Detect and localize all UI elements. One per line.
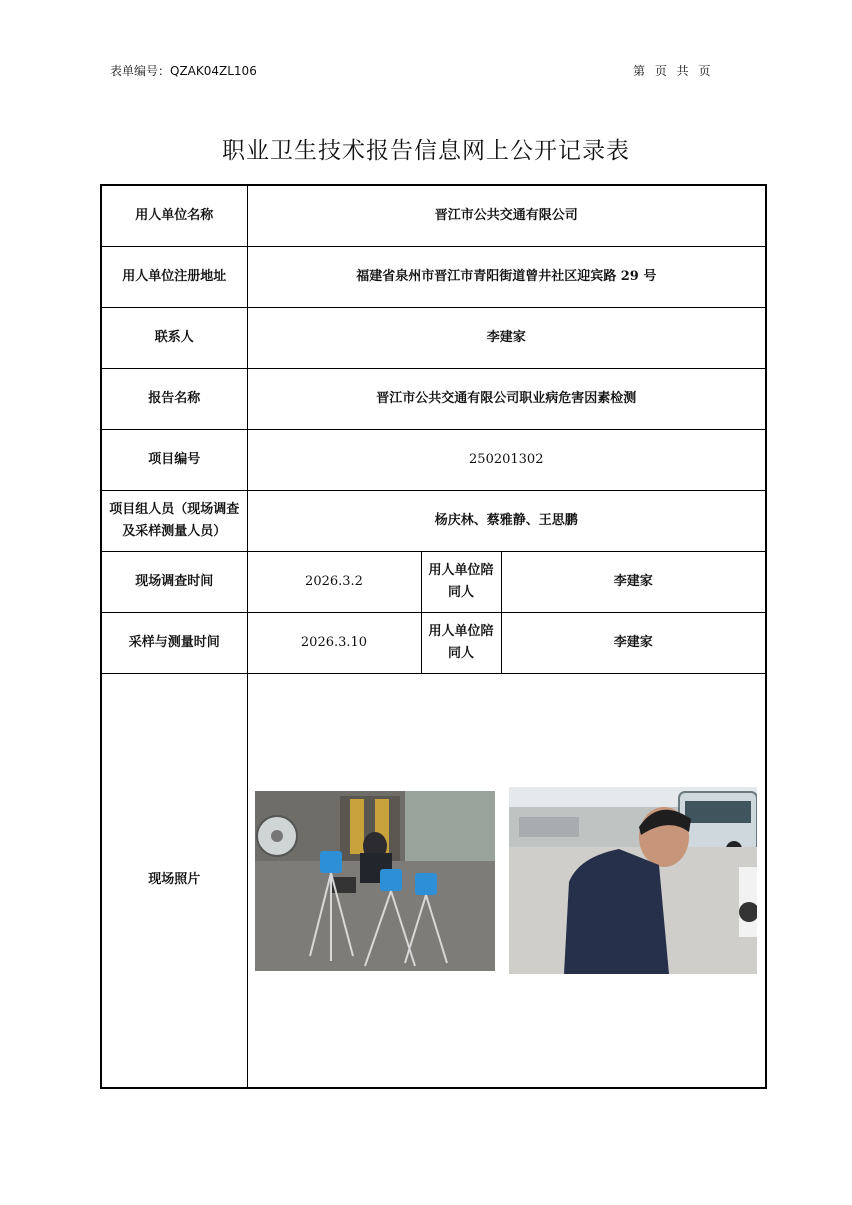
table-row bbox=[101, 429, 766, 490]
record-table bbox=[100, 184, 767, 1089]
sampling-time-label: 采样与测量时间 bbox=[101, 612, 247, 673]
escort-photo-image bbox=[509, 787, 757, 974]
team-label: 项目组人员（现场调查及采样测量人员） bbox=[101, 490, 247, 551]
table-row bbox=[101, 246, 766, 307]
photos-label: 现场照片 bbox=[101, 673, 247, 1088]
site-photo-equipment bbox=[255, 791, 495, 971]
site-photo-escort bbox=[509, 787, 757, 974]
report-name-label: 报告名称 bbox=[101, 368, 247, 429]
table-row bbox=[101, 551, 766, 612]
table-row bbox=[101, 185, 766, 246]
contact-label: 联系人 bbox=[101, 307, 247, 368]
page-title: 职业卫生技术报告信息网上公开记录表 bbox=[222, 138, 630, 164]
employer-name-value: 晋江市公共交通有限公司 bbox=[247, 185, 766, 246]
sampling-escort-value: 李建家 bbox=[501, 612, 766, 673]
table-row bbox=[101, 368, 766, 429]
form-number: 表单编号：QZAK04ZL106 bbox=[110, 64, 257, 78]
photos-cell bbox=[247, 673, 766, 1088]
project-no-label: 项目编号 bbox=[101, 429, 247, 490]
contact-value: 李建家 bbox=[247, 307, 766, 368]
sampling-escort-label: 用人单位陪同人 bbox=[421, 612, 501, 673]
survey-escort-label: 用人单位陪同人 bbox=[421, 551, 501, 612]
table-row bbox=[101, 490, 766, 551]
table-row bbox=[101, 673, 766, 1088]
report-name-value: 晋江市公共交通有限公司职业病危害因素检测 bbox=[247, 368, 766, 429]
team-value: 杨庆林、蔡雅静、王思鹏 bbox=[247, 490, 766, 551]
survey-date: 2026.3.2 bbox=[247, 551, 421, 612]
table-row bbox=[101, 612, 766, 673]
table-row bbox=[101, 307, 766, 368]
survey-escort-value: 李建家 bbox=[501, 551, 766, 612]
employer-address-label: 用人单位注册地址 bbox=[101, 246, 247, 307]
page-info: 第 页 共 页 bbox=[633, 64, 711, 78]
employer-name-label: 用人单位名称 bbox=[101, 185, 247, 246]
survey-time-label: 现场调查时间 bbox=[101, 551, 247, 612]
equipment-photo-image bbox=[255, 791, 495, 971]
sampling-date: 2026.3.10 bbox=[247, 612, 421, 673]
employer-address-value: 福建省泉州市晋江市青阳街道曾井社区迎宾路 29 号 bbox=[247, 246, 766, 307]
project-no-value: 250201302 bbox=[247, 429, 766, 490]
